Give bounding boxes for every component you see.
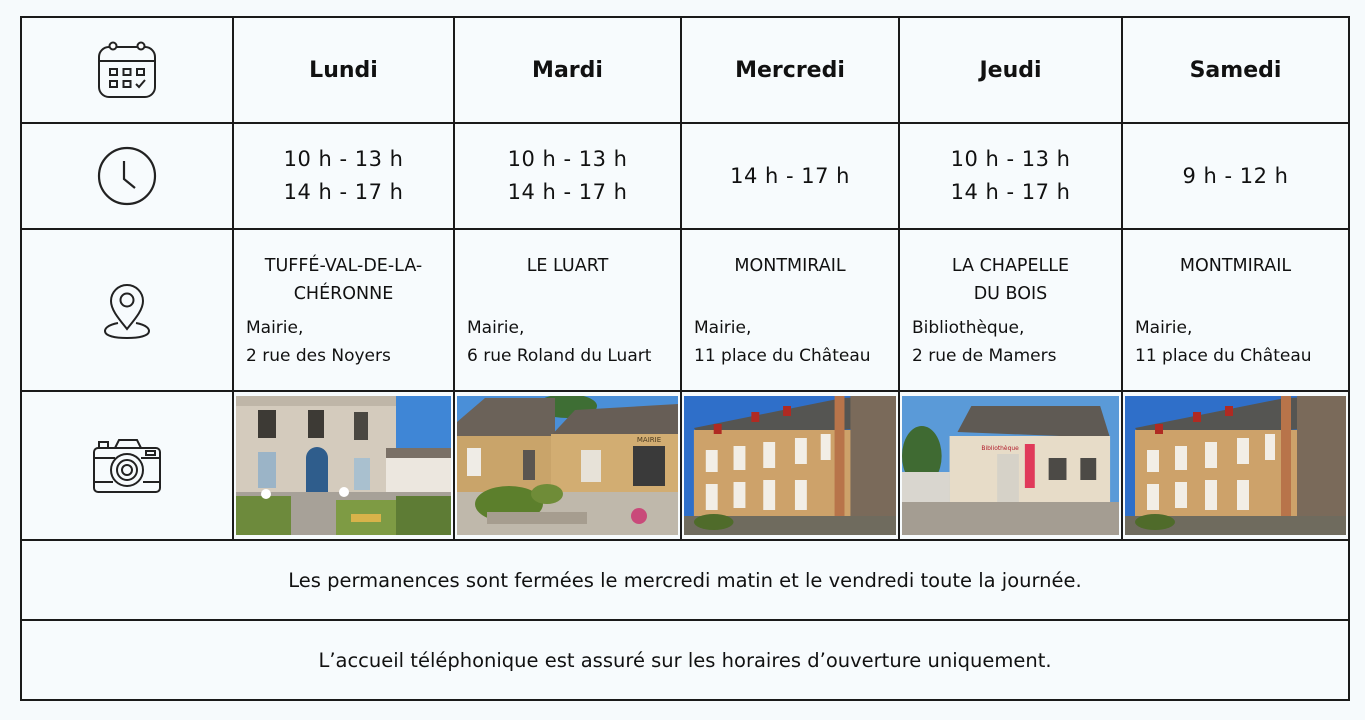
bibliotheque-sign: Bibliothèque [981,444,1019,453]
hours-cell [681,123,899,229]
day-header [681,17,899,123]
day-label: Lundi [309,57,378,83]
place-cell [1122,229,1349,391]
hours-row [21,123,1349,229]
place-cell [681,229,899,391]
day-header [1122,17,1349,123]
mairie-sign: MAIRIE [636,436,662,444]
photo-cell [454,391,681,540]
calendar-icon [96,39,158,101]
hours-line: 14 h - 17 h [507,180,628,204]
mairie-le-luart-photo [457,396,678,535]
town-name: CHÉRONNE [293,284,394,304]
location-icon-cell [21,229,233,391]
town-name: TUFFÉ-VAL-DE-LA- [264,256,423,276]
photo-cell [1122,391,1349,540]
day-label: Mercredi [735,57,845,83]
hours-cell [899,123,1122,229]
address-line: Bibliothèque, [912,318,1025,338]
day-header [899,17,1122,123]
place-cell [899,229,1122,391]
hours-line: 14 h - 17 h [730,163,850,188]
hours-line: 10 h - 13 h [283,147,404,171]
location-pin-icon [101,279,153,341]
days-row [21,17,1349,123]
day-label: Jeudi [979,57,1042,83]
town-name: LE LUART [526,256,609,276]
photo-cell [899,391,1122,540]
phone-note-cell [21,620,1349,700]
place-cell [233,229,454,391]
closure-note: Les permanences sont fermées le mercredi matin et le vendredi toute la journée. [288,568,1082,592]
town-name: DU BOIS [973,284,1048,304]
day-header [454,17,681,123]
mairie-tuffe-photo [236,396,451,535]
places-row [21,229,1349,391]
camera-icon-cell [21,391,233,540]
calendar-icon-cell [21,17,233,123]
bibliotheque-la-chapelle-photo [902,396,1119,535]
place-cell [454,229,681,391]
hours-line: 14 h - 17 h [950,180,1071,204]
hours-cell [454,123,681,229]
address-line: Mairie, [694,318,752,338]
phone-note: L’accueil téléphonique est assuré sur les horaires d’ouverture uniquement. [318,648,1052,672]
note-row [21,620,1349,700]
address-line: 11 place du Château [1135,346,1312,366]
address-line: Mairie, [467,318,525,338]
day-label: Mardi [532,57,603,83]
hours-line: 10 h - 13 h [950,147,1071,171]
day-label: Samedi [1189,57,1282,83]
note-row [21,540,1349,620]
address-line: 11 place du Château [694,346,871,366]
hours-line: 9 h - 12 h [1182,163,1289,188]
mairie-montmirail-photo [684,396,896,535]
address-line: 2 rue de Mamers [912,346,1057,366]
hours-cell [1122,123,1349,229]
schedule-table [20,16,1350,701]
clock-icon [96,145,158,207]
day-header [233,17,454,123]
photos-row [21,391,1349,540]
hours-line: 14 h - 17 h [283,180,404,204]
hours-line: 10 h - 13 h [507,147,628,171]
town-name: MONTMIRAIL [1179,256,1292,276]
photo-cell [233,391,454,540]
clock-icon-cell [21,123,233,229]
address-line: Mairie, [246,318,304,338]
closure-note-cell [21,540,1349,620]
town-name: MONTMIRAIL [734,256,846,276]
camera-icon [91,436,163,496]
photo-cell [681,391,899,540]
town-name: LA CHAPELLE [951,256,1070,276]
mairie-montmirail-photo-2 [1125,396,1346,535]
address-line: 2 rue des Noyers [246,346,391,366]
address-line: Mairie, [1135,318,1193,338]
address-line: 6 rue Roland du Luart [467,346,652,366]
hours-cell [233,123,454,229]
